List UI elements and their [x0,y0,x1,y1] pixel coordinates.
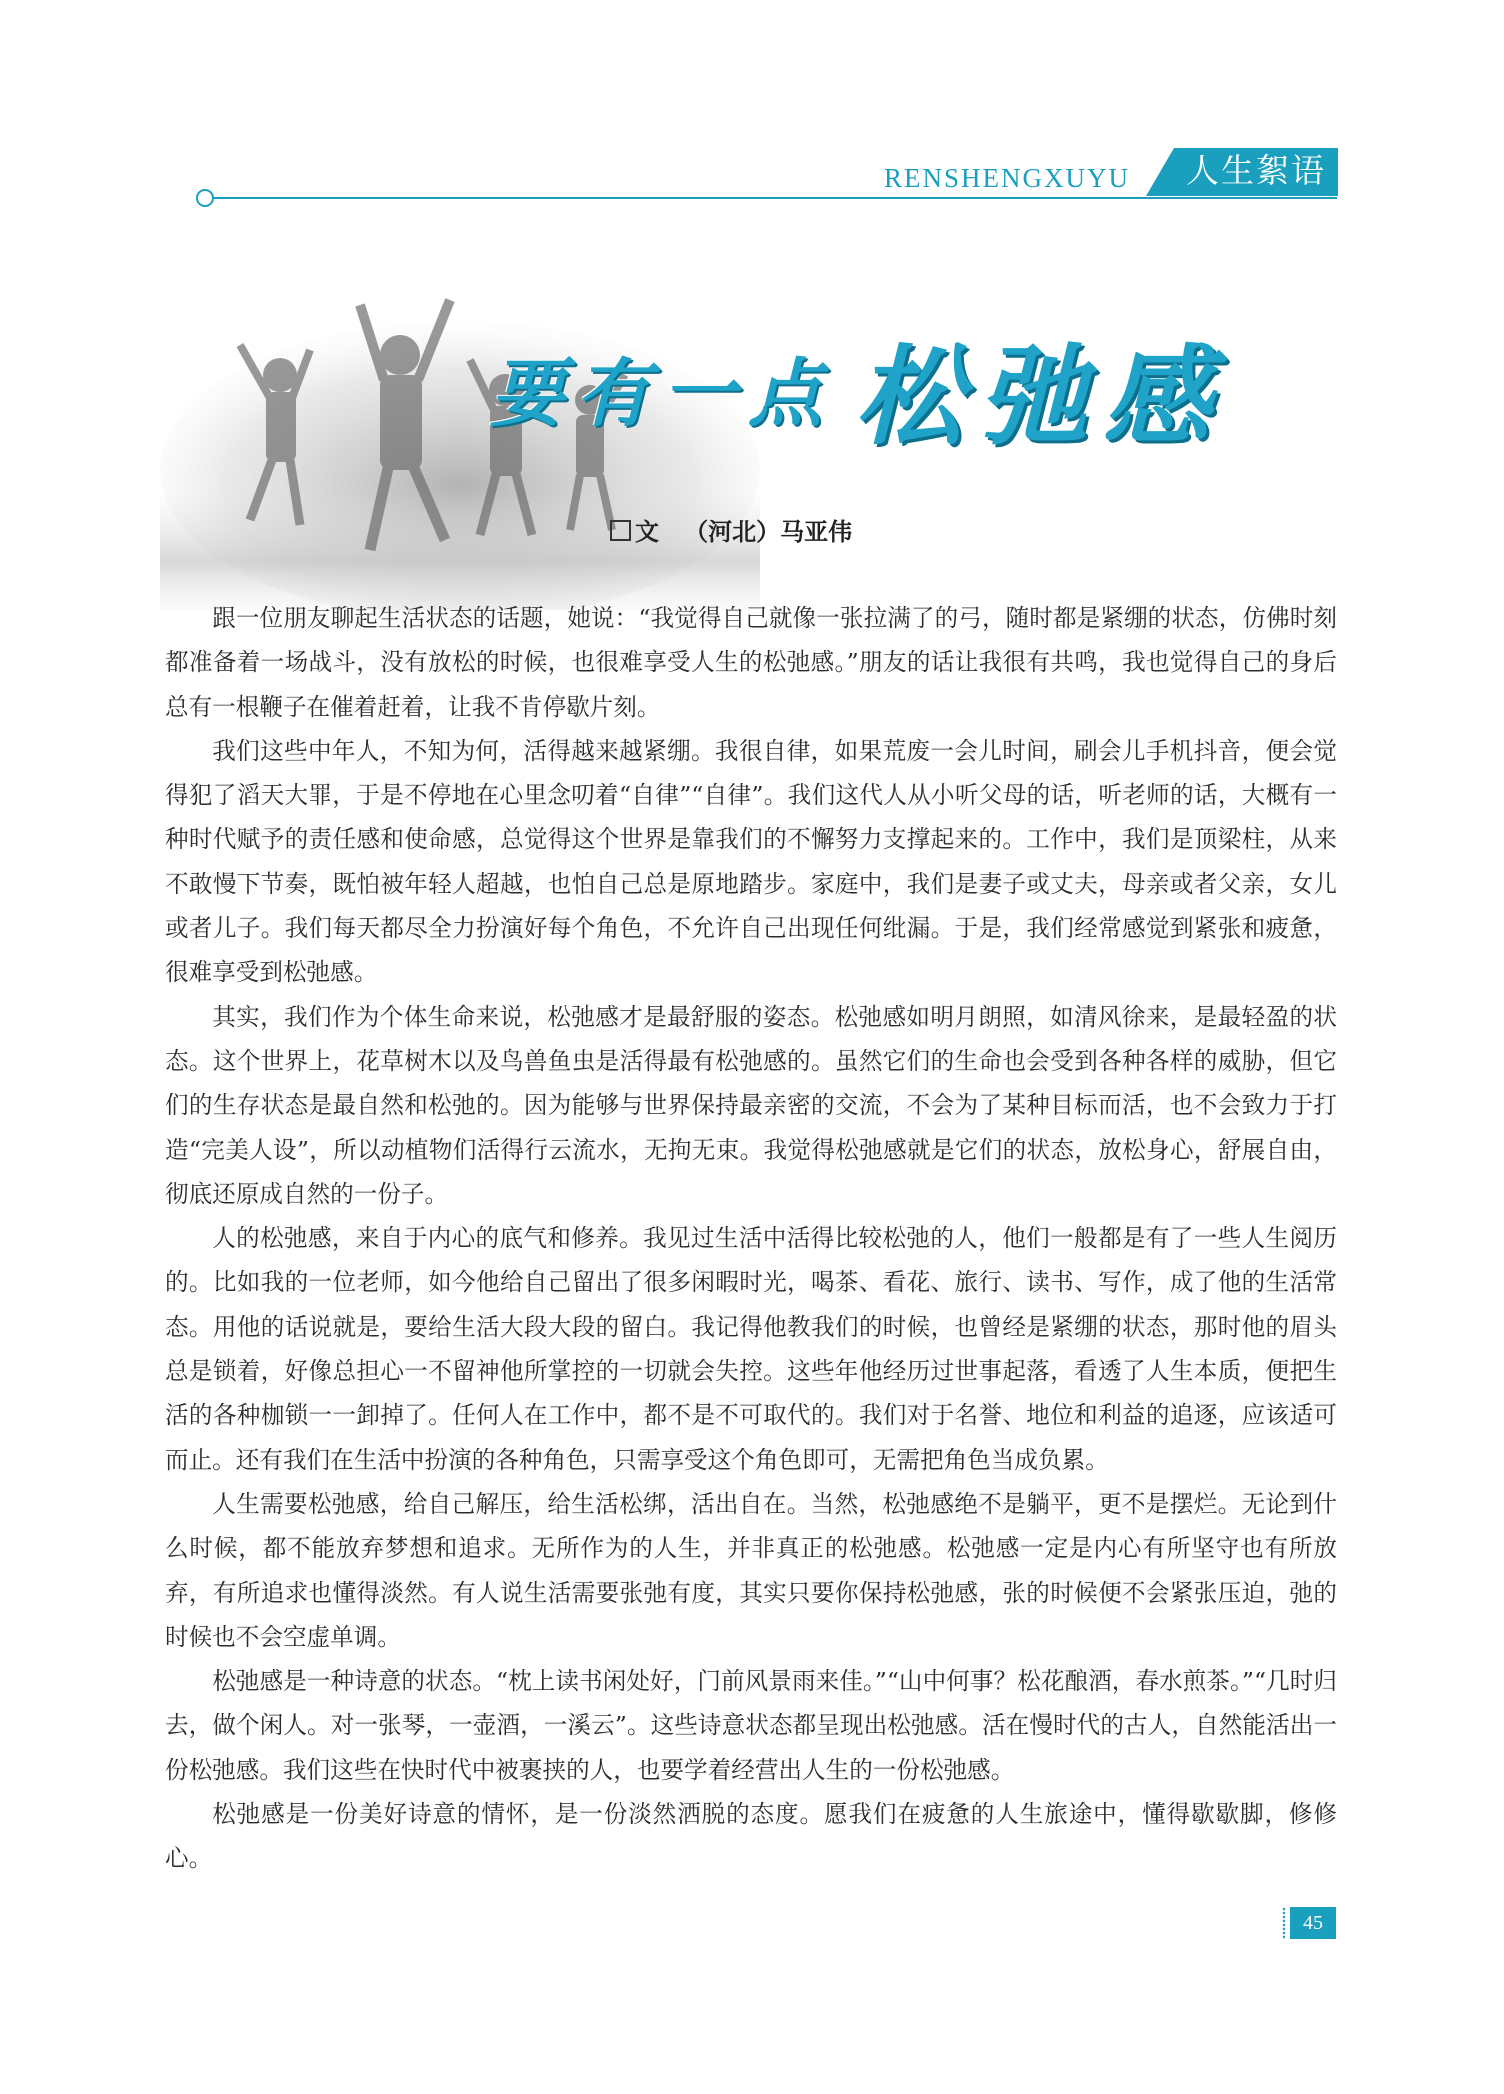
byline-location: （河北） [684,518,781,546]
byline-box-icon [610,520,631,541]
title-lead: 要有一点 [490,351,834,437]
page-number-dots [1282,1907,1286,1939]
page-number: 45 [1290,1907,1336,1939]
header-rule [212,197,1337,199]
paragraph-6: 松弛感是一种诗意的状态。“枕上读书闲处好，门前风景雨来佳。”“山中何事？松花酿酒，春水煎茶。”“几时归去，做个闲人。对一张琴，一壶酒，一溪云”。这些诗意状态都呈现出松弛感。活在慢时代的古人，自然能活出一份松弛感。我们这些在快时代中被裹挟的人，也要学着经营出人生的一份松弛感。 [165,1667,1337,1784]
paragraph-3: 其实，我们作为个体生命来说，松弛感才是最舒服的姿态。松弛感如明月朗照，如清风徐来，是最轻盈的状态。这个世界上，花草树木以及鸟兽鱼虫是活得最有松弛感的。虽然它们的生命也会受到各种各样的威胁，但它们的生存状态是最自然和松弛的。因为能够与世界保持最亲密的交流，不会为了某种目标而活，也不会致力于打造“完美人设”，所以动植物们活得行云流水，无拘无束。我觉得松弛感就是它们的状态，放松身心，舒展自由，彻底还原成自然的一份子。 [165,1002,1337,1208]
byline-prefix: 文 [635,518,659,546]
jumping-people-photo [160,280,760,610]
byline [610,512,852,547]
title-banner [160,280,1260,610]
section-title: 人生絮语 [1186,151,1326,190]
title-main: 松弛感 [855,334,1228,460]
paragraph-7: 松弛感是一份美好诗意的情怀，是一份淡然洒脱的态度。愿我们在疲惫的人生旅途中，懂得歇歇脚，修修心。 [165,1800,1337,1873]
section-pinyin: RENSHENGXUYU [884,163,1130,193]
paragraph-1: 跟一位朋友聊起生活状态的话题，她说：“我觉得自己就像一张拉满了的弓，随时都是紧绷的状态，仿佛时刻都准备着一场战斗，没有放松的时候，也很难享受人生的松弛感。”朋友的话让我很有共鸣，我也觉得自己的身后总有一根鞭子在催着赶着，让我不肯停歇片刻。 [165,604,1337,721]
article-body [165,596,1337,1881]
paragraph-4: 人的松弛感，来自于内心的底气和修养。我见过生活中活得比较松弛的人，他们一般都是有了一些人生阅历的。比如我的一位老师，如今他给自己留出了很多闲暇时光，喝茶、看花、旅行、读书、写作，成了他的生活常态。用他的话说就是，要给生活大段大段的留白。我记得他教我们的时候，也曾经是紧绷的状态，那时他的眉头总是锁着，好像总担心一不留神他所掌控的一切就会失控。这些年他经历过世事起落，看透了人生本质，便把生活的各种枷锁一一卸掉了。任何人在工作中，都不是不可取代的。我们对于名誉、地位和利益的追逐，应该适可而止。还有我们在生活中扮演的各种角色，只需享受这个角色即可，无需把角色当成负累。 [165,1224,1337,1474]
page-header [0,0,1504,220]
byline-author: 马亚伟 [780,518,853,546]
paragraph-5: 人生需要松弛感，给自己解压，给生活松绑，活出自在。当然，松弛感绝不是躺平，更不是摆烂。无论到什么时候，都不能放弃梦想和追求。无所作为的人生，并非真正的松弛感。松弛感一定是内心有所坚守也有所放弃，有所追求也懂得淡然。有人说生活需要张弛有度，其实只要你保持松弛感，张的时候便不会紧张压迫，弛的时候也不会空虚单调。 [165,1489,1337,1651]
section-tab [1146,146,1338,196]
paragraph-2: 我们这些中年人，不知为何，活得越来越紧绷。我很自律，如果荒废一会儿时间，刷会儿手机抖音，便会觉得犯了滔天大罪，于是不停地在心里念叨着“自律”“自律”。我们这代人从小听父母的话，听老师的话，大概有一种时代赋予的责任感和使命感，总觉得这个世界是靠我们的不懈努力支撑起来的。工作中，我们是顶梁柱，从来不敢慢下节奏，既怕被年轻人超越，也怕自己总是原地踏步。家庭中，我们是妻子或丈夫，母亲或者父亲，女儿或者儿子。我们每天都尽全力扮演好每个角色，不允许自己出现任何纰漏。于是，我们经常感觉到紧张和疲惫，很难享受到松弛感。 [165,736,1337,987]
